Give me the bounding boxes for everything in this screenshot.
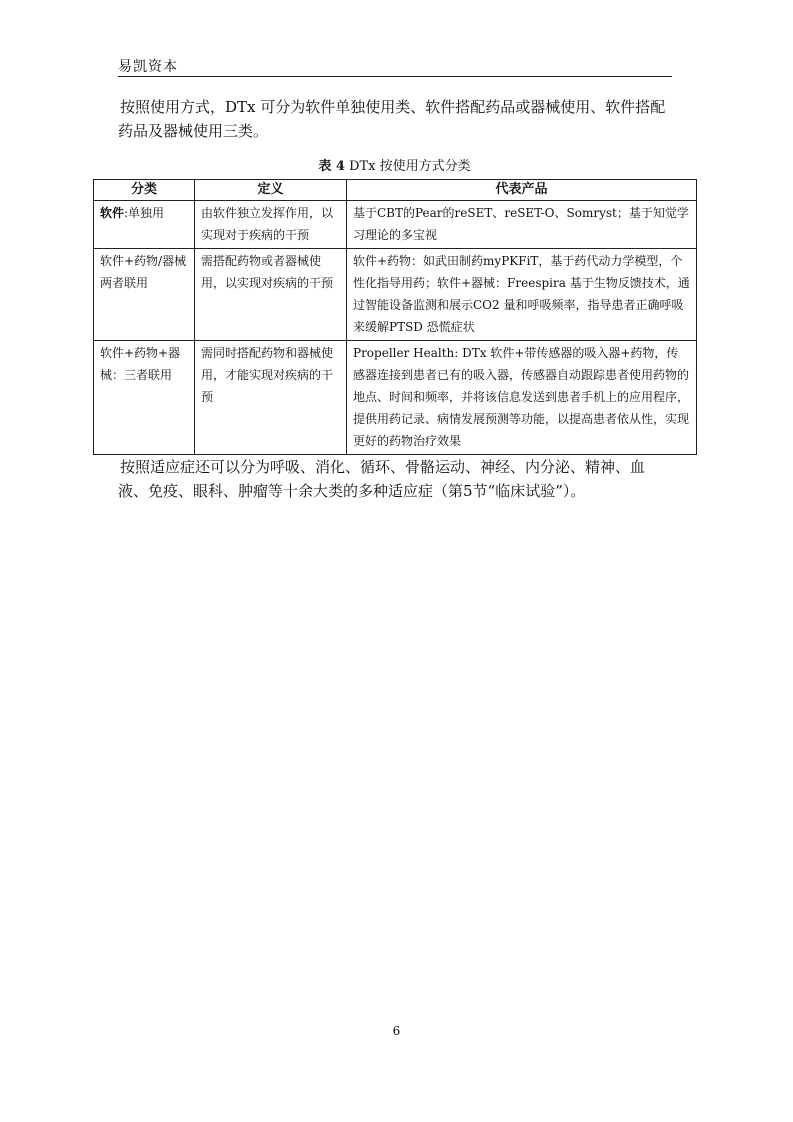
header-title: 易凯资本: [118, 59, 178, 75]
header-category: 分类: [94, 180, 195, 201]
category-bold: 软件: [100, 206, 125, 220]
row-category: [94, 341, 195, 455]
table-caption-label: 表 4: [318, 159, 345, 174]
row-definition: 需搭配药物或者器械使用，以实现对疾病的干预: [195, 249, 347, 341]
row-category: [94, 249, 195, 341]
intro-paragraph: 按照使用方式，DTx 可分为软件单独使用类、软件搭配药品或器械使用、软件搭配药品及器械使用三类。: [118, 98, 666, 140]
table-row: [94, 201, 697, 249]
row-products: 软件+药物：如武田制药myPKFiT，基于药代动力学模型，个性化指导用药；软件+器械：Freespira 基于生物反馈技术，通过智能设备监测和展示CO2 量和呼吸频率，指导患者正确呼吸来缓解PTSD 恐慌症状: [347, 249, 697, 341]
row-products: Propeller Health: DTx 软件+带传感器的吸入器+药物，传感器连接到患者已有的吸入器，传感器自动跟踪患者使用药物的地点、时间和频率，并将该信息发送到患者手机上的应用程序，提供用药记录、病情发展预测等功能，以提高患者依从性，实现更好的药物治疗效果: [347, 341, 697, 455]
category-rest: 软件+药物+器械：三者联用: [100, 346, 181, 382]
category-rest: 软件+药物/器械两者联用: [100, 254, 187, 290]
table-row: [94, 341, 697, 455]
page-header: [118, 54, 672, 77]
table-header-row: [94, 180, 697, 201]
table-caption-text: DTx 按使用方式分类: [344, 159, 471, 174]
header-definition: 定义: [195, 180, 347, 201]
row-category: [94, 201, 195, 249]
dtx-usage-table: [93, 179, 697, 455]
header-products: 代表产品: [347, 180, 697, 201]
page-number: 6: [392, 1024, 401, 1038]
row-definition: 由软件独立发挥作用，以实现对于疾病的干预: [195, 201, 347, 249]
category-rest: :单独用: [124, 206, 165, 220]
row-definition: 需同时搭配药物和器械使用，才能实现对疾病的干预: [195, 341, 347, 455]
table-caption: [93, 158, 696, 176]
row-products: 基于CBT的Pear的reSET、reSET-O、Somryst；基于知觉学习理论的多宝视: [347, 201, 697, 249]
table-row: [94, 249, 697, 341]
closing-paragraph: 按照适应症还可以分为呼吸、消化、循环、骨骼运动、神经、内分泌、精神、血液、免疫、眼科、肿瘤等十余大类的多种适应症（第5节“临床试验”）。: [118, 458, 646, 500]
